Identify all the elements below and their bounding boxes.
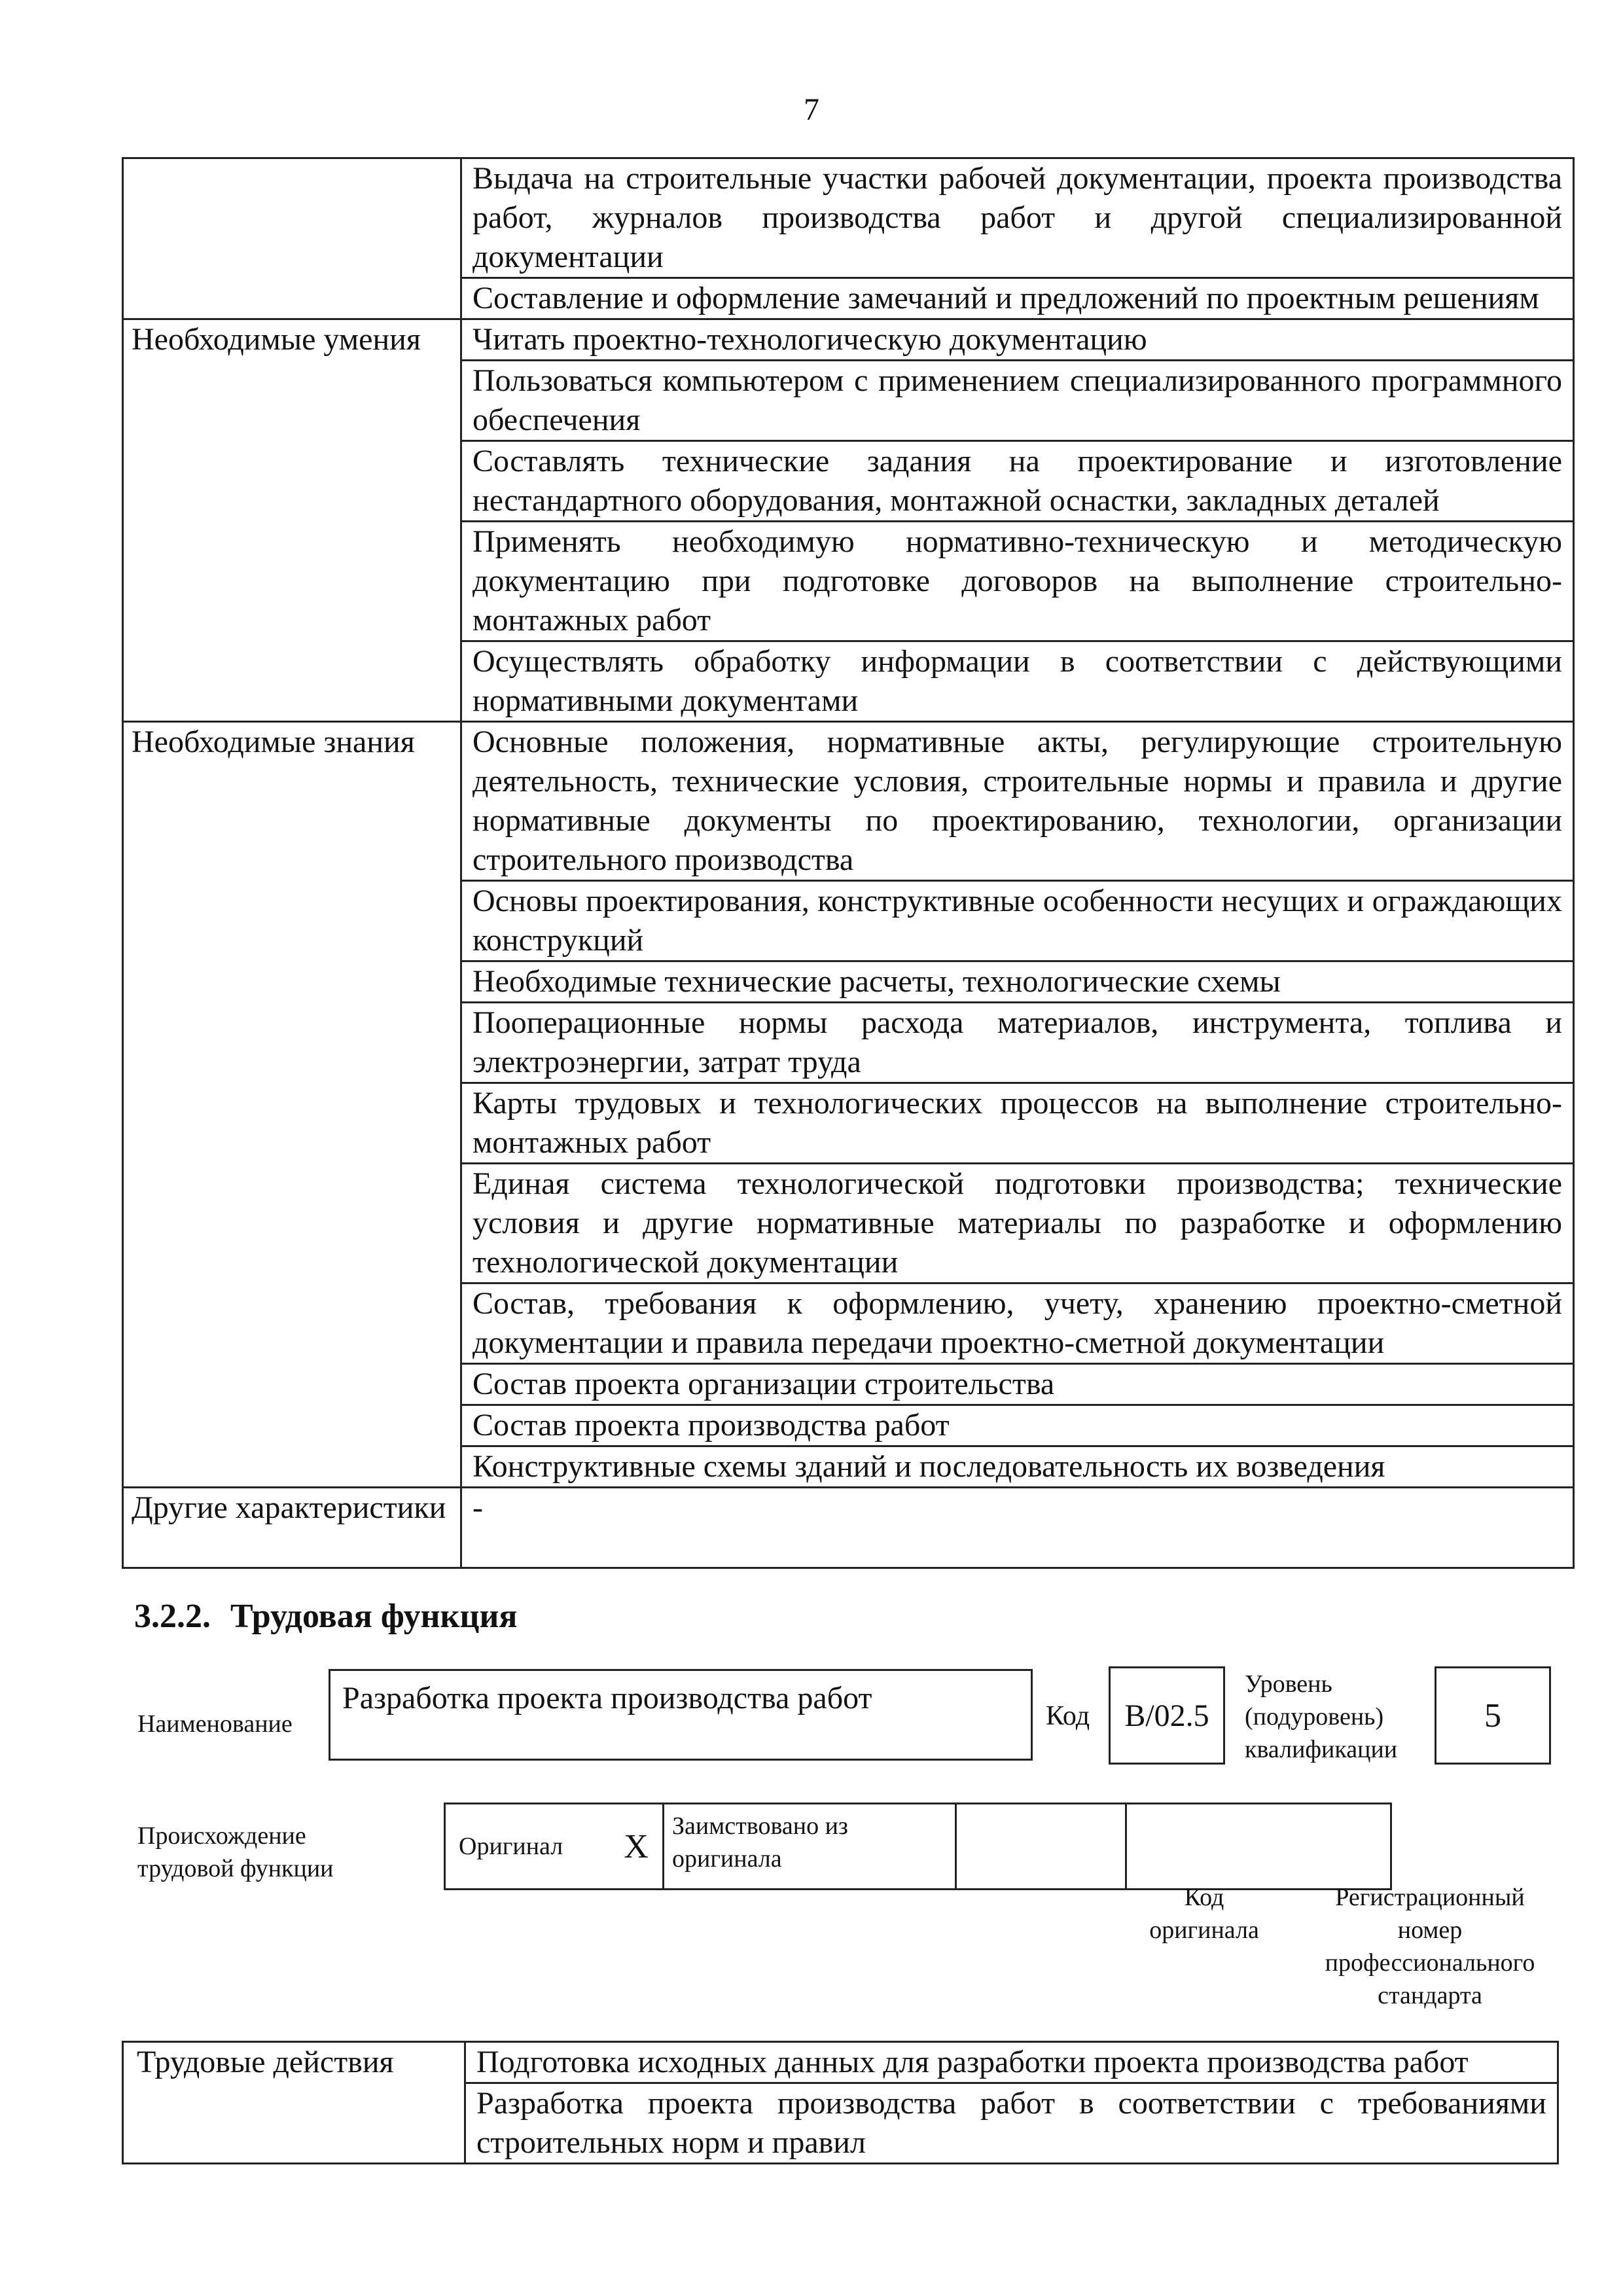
table-cell: Карты трудовых и технологических процессов на выполнение строительно-монтажных работ [461,1083,1574,1164]
table-row [123,319,1574,361]
caption-line: Регистрационный [1335,1884,1525,1911]
original-code-caption [1113,1881,1296,1946]
row-label: Трудовые действия [123,2042,465,2164]
table-cell: Состав проекта организации строительства [461,1364,1574,1405]
borrowed-line: Заимствовано из [672,1812,848,1840]
original-code-cell [956,1804,1126,1890]
table-row [123,1488,1574,1568]
table-cell: Пользоваться компьютером с применением специализированного программного обеспечения [461,361,1574,441]
row-label [123,158,461,319]
function-name-field: Разработка проекта производства работ [329,1669,1033,1761]
section-title: Трудовая функция [230,1598,518,1635]
table-cell: Подготовка исходных данных для разработки проекта производства работ [465,2042,1558,2083]
original-cell: Оригинал [445,1804,611,1890]
table-cell: Выдача на строительные участки рабочей документации, проекта производства работ, журналов производства работ и другой специализированной документации [461,158,1574,278]
level-label-line: квалификации [1245,1736,1398,1763]
row-label: Другие характеристики [123,1488,461,1568]
caption-line: номер [1397,1916,1463,1944]
caption-line: профессионального [1325,1949,1535,1977]
level-label [1245,1668,1441,1766]
caption-line: оригинала [1149,1916,1259,1944]
section-number: 3.2.2. [134,1598,211,1635]
page-number: 7 [804,92,819,127]
caption-line: Код [1184,1884,1224,1911]
table-row [123,722,1574,881]
table-row [123,158,1574,278]
code-label: Код [1046,1701,1090,1731]
function-code-field: В/02.5 [1109,1666,1225,1765]
table-cell: Единая система технологической подготовки производства; технические условия и другие нормативные материалы по разработке и оформлению технологической документации [461,1164,1574,1283]
competency-table [122,157,1575,1569]
level-label-line: (подуровень) [1245,1703,1384,1731]
origin-label-line: трудовой функции [137,1855,334,1882]
origin-table [444,1803,1392,1890]
registration-number-cell [1126,1804,1391,1890]
origin-label-line: Происхождение [137,1822,306,1850]
table-cell: Применять необходимую нормативно-техническую и методическую документацию при подготовке договоров на выполнение строительно-монтажных работ [461,522,1574,641]
name-label: Наименование [137,1710,293,1738]
original-mark: X [610,1804,664,1890]
table-cell: Конструктивные схемы зданий и последовательность их возведения [461,1446,1574,1488]
borrowed-line: оригинала [672,1845,782,1873]
table-row [123,2042,1558,2083]
table-cell: Основы проектирования, конструктивные особенности несущих и ограждающих конструкций [461,881,1574,961]
qualification-level-field: 5 [1435,1666,1551,1765]
table-cell: Пооперационные нормы расхода материалов, инструмента, топлива и электроэнергии, затрат труда [461,1003,1574,1083]
table-cell: Состав проекта производства работ [461,1405,1574,1446]
table-cell: Читать проектно-технологическую документацию [461,319,1574,361]
row-label: Необходимые умения [123,319,461,722]
table-cell: Составление и оформление замечаний и предложений по проектным решениям [461,278,1574,319]
caption-line: стандарта [1378,1982,1482,2009]
table-cell: Необходимые технические расчеты, технологические схемы [461,961,1574,1003]
table-row [445,1804,1391,1890]
labor-actions-table [122,2041,1559,2164]
table-cell: Основные положения, нормативные акты, регулирующие строительную деятельность, технические условия, строительные нормы и правила и другие нормативные документы по проектированию, технологии, организации строительного производства [461,722,1574,881]
table-cell: Составлять технические задания на проектирование и изготовление нестандартного оборудования, монтажной оснастки, закладных деталей [461,441,1574,522]
section-heading [134,1597,518,1636]
row-label: Необходимые знания [123,722,461,1488]
table-cell: Разработка проекта производства работ в соответствии с требованиями строительных норм и правил [465,2083,1558,2164]
borrowed-cell [664,1804,956,1890]
table-cell: Состав, требования к оформлению, учету, хранению проектно-сметной документации и правила передачи проектно-сметной документации [461,1283,1574,1364]
origin-label [137,1820,412,1885]
registration-number-caption [1302,1881,1558,2012]
table-cell: - [461,1488,1574,1568]
table-cell: Осуществлять обработку информации в соответствии с действующими нормативными документами [461,641,1574,722]
level-label-line: Уровень [1245,1670,1332,1698]
